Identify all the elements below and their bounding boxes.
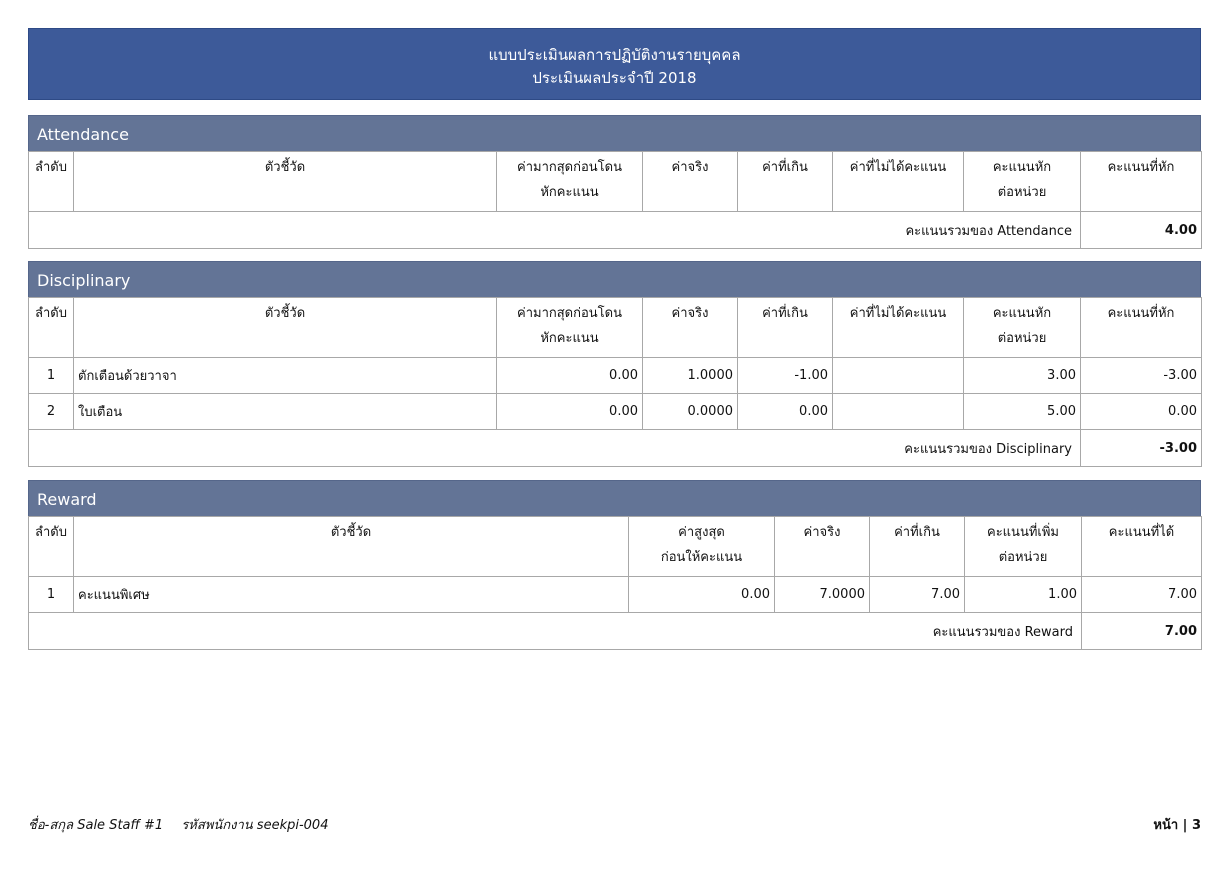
deducted-score: 0.00 [1081,394,1202,430]
table-header-row [29,298,1202,358]
reward-section [28,480,1201,650]
column-header: คะแนนหัก ต่อหน่วย [964,298,1081,358]
footer-employee-info [28,814,342,835]
column-header: ค่าที่ไม่ได้คะแนน [833,152,964,212]
column-header: ค่าที่เกิน [738,298,833,358]
excess-value: 7.00 [870,577,965,613]
total-value: -3.00 [1081,430,1202,467]
added-per-unit: 1.00 [965,577,1082,613]
column-header: ค่าที่เกิน [870,517,965,577]
disciplinary-section [28,261,1201,467]
actual-value: 0.0000 [643,394,738,430]
deducted-score: -3.00 [1081,358,1202,394]
total-value: 7.00 [1082,613,1202,650]
indicator-name: คะแนนพิเศษ [74,577,629,613]
column-header: ค่าที่ไม่ได้คะแนน [833,298,964,358]
report-title: แบบประเมินผลการปฏิบัติงานรายบุคคล [488,46,741,64]
table-row [29,577,1202,613]
column-header: ตัวชี้วัด [74,298,497,358]
actual-value: 1.0000 [643,358,738,394]
total-label: คะแนนรวมของ Disciplinary [29,430,1081,467]
deduction-per-unit: 3.00 [964,358,1081,394]
disciplinary-table [28,297,1202,467]
attendance-table [28,151,1202,249]
column-header: ค่าจริง [775,517,870,577]
total-row [29,430,1202,467]
column-header: คะแนนหัก ต่อหน่วย [964,152,1081,212]
table-header-row [29,152,1202,212]
table-row [29,358,1202,394]
row-number: 1 [29,577,74,613]
column-header: ค่ามากสุดก่อนโดน หักคะแนน [497,298,643,358]
reward-section-title: Reward [28,480,1201,516]
column-header: ค่าที่เกิน [738,152,833,212]
column-header: ตัวชี้วัด [74,517,629,577]
page-number: หน้า | 3 [1153,818,1201,833]
indicator-name: ตักเตือนด้วยวาจา [74,358,497,394]
no-score-value [833,394,964,430]
employee-id: รหัสพนักงาน seekpi-004 [181,818,329,833]
earned-score: 7.00 [1082,577,1202,613]
deduction-per-unit: 5.00 [964,394,1081,430]
column-header: ค่ามากสุดก่อนโดน หักคะแนน [497,152,643,212]
total-value: 4.00 [1081,212,1202,249]
report-header [28,28,1201,100]
disciplinary-section-title: Disciplinary [28,261,1201,297]
max-before-score: 0.00 [629,577,775,613]
total-row [29,212,1202,249]
column-header: ค่าจริง [643,298,738,358]
table-header-row [29,517,1202,577]
employee-name: ชื่อ-สกุล Sale Staff #1 [28,818,164,833]
no-score-value [833,358,964,394]
total-label: คะแนนรวมของ Reward [29,613,1082,650]
indicator-name: ใบเตือน [74,394,497,430]
column-header: คะแนนที่หัก [1081,298,1202,358]
total-label: คะแนนรวมของ Attendance [29,212,1081,249]
excess-value: 0.00 [738,394,833,430]
excess-value: -1.00 [738,358,833,394]
max-before-deduction: 0.00 [497,358,643,394]
total-row [29,613,1202,650]
attendance-section [28,115,1201,249]
column-header: ค่าจริง [643,152,738,212]
actual-value: 7.0000 [775,577,870,613]
report-subtitle: ประเมินผลประจำปี 2018 [532,69,697,87]
row-number: 1 [29,358,74,394]
column-header: คะแนนที่หัก [1081,152,1202,212]
column-header: คะแนนที่เพิ่ม ต่อหน่วย [965,517,1082,577]
column-header: ค่าสูงสุด ก่อนให้คะแนน [629,517,775,577]
max-before-deduction: 0.00 [497,394,643,430]
column-header: ลำดับ [29,298,74,358]
column-header: ลำดับ [29,152,74,212]
column-header: ลำดับ [29,517,74,577]
column-header: คะแนนที่ได้ [1082,517,1202,577]
column-header: ตัวชี้วัด [74,152,497,212]
attendance-section-title: Attendance [28,115,1201,151]
reward-table [28,516,1202,650]
row-number: 2 [29,394,74,430]
table-row [29,394,1202,430]
